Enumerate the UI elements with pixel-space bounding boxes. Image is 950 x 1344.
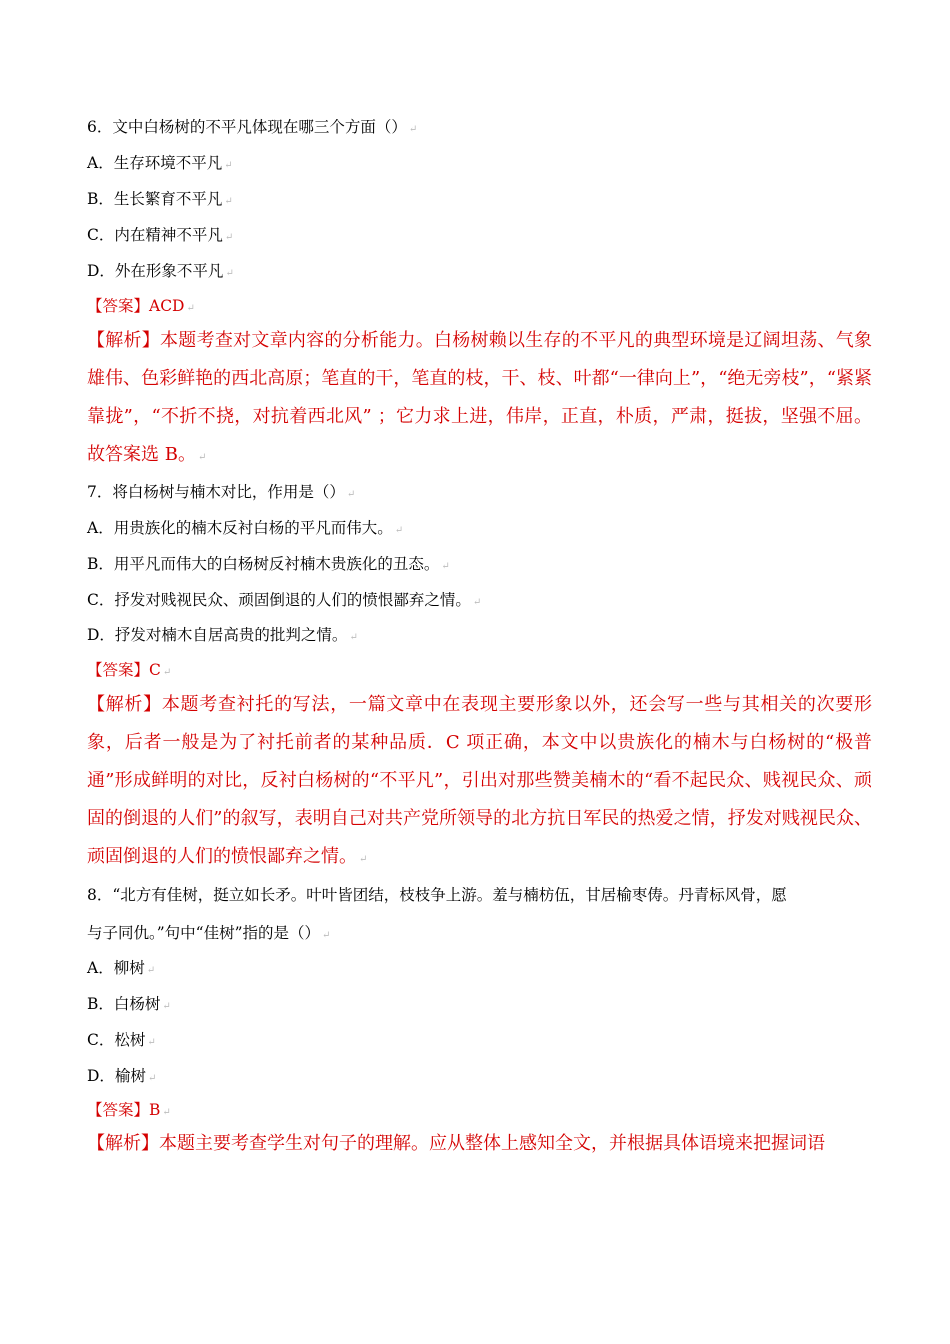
question-8-option-d: D．榆树 ↵ — [87, 1067, 157, 1085]
question-6-option-a: A．生存环境不平凡 ↵ — [87, 154, 233, 172]
question-7-explanation: 【解析】本题考查衬托的写法，一篇文章中在表现主要形象以外，还会写一些与其相关的次要形象，后者一般是为了衬托前者的某种品质．C 项正确，本文中以贵族化的楠木与白杨树的“极普通”形成鲜明的对比，反衬白杨树的“不平凡”，引出对那些赞美楠木的“看不起民众、贱视民众、顽固的倒退的人们”的叙写，表明自己对共产党所领导的北方抗日军民的热爱之情，抒发对贱视民众、顽固倒退的人们的愤恨鄙弃之情。 ↵ — [87, 694, 872, 867]
question-8-stem-line-1: 8．“北方有佳树，挺立如长矛。叶叶皆团结，枝枝争上游。羞与楠枋伍，甘居榆枣俦。丹青标风骨，愿 — [87, 886, 787, 904]
question-6-stem: 6．文中白杨树的不平凡体现在哪三个方面（） ↵ — [87, 118, 418, 136]
question-7-option-b: B．用平凡而伟大的白杨树反衬楠木贵族化的丑态。 ↵ — [87, 555, 450, 573]
question-6-option-d: D．外在形象不平凡 ↵ — [87, 262, 234, 280]
question-6-explanation: 【解析】本题考查对文章内容的分析能力。白杨树赖以生存的不平凡的典型环境是辽阔坦荡、气象雄伟、色彩鲜艳的西北高原；笔直的干，笔直的枝，干、枝、叶都“一律向上”，“绝无旁枝”，“紧紧靠拢”，“不折不挠，对抗着西北风” ；它力求上进，伟岸，正直，朴质，严肃，挺拔，坚强不屈。故答案选 B。 ↵ — [87, 330, 872, 465]
question-8-stem-line-2: 与子同仇。”句中“佳树”指的是（） ↵ — [87, 924, 331, 942]
question-7-stem: 7．将白杨树与楠木对比，作用是（） ↵ — [87, 483, 356, 501]
question-7-option-c: C．抒发对贱视民众、顽固倒退的人们的愤恨鄙弃之情。 ↵ — [87, 591, 482, 609]
question-8-option-c: C．松树 ↵ — [87, 1031, 156, 1049]
question-7-answer: 【答案】C ↵ — [87, 661, 172, 679]
question-8-option-a: A．柳树 ↵ — [87, 959, 156, 977]
question-6-option-c: C．内在精神不平凡 ↵ — [87, 226, 234, 244]
question-8-answer: 【答案】B ↵ — [87, 1101, 171, 1119]
question-7-option-a: A．用贵族化的楠木反衬白杨的平凡而伟大。 ↵ — [87, 519, 404, 537]
question-8-option-b: B．白杨树 ↵ — [87, 995, 171, 1013]
question-6-answer: 【答案】ACD ↵ — [87, 297, 195, 315]
question-8-explanation: 【解析】本题主要考查学生对句子的理解。应从整体上感知全文，并根据具体语境来把握词语 — [87, 1133, 825, 1154]
question-7-option-d: D．抒发对楠木自居高贵的批判之情。 ↵ — [87, 626, 358, 644]
question-6-option-b: B．生长繁育不平凡 ↵ — [87, 190, 233, 208]
